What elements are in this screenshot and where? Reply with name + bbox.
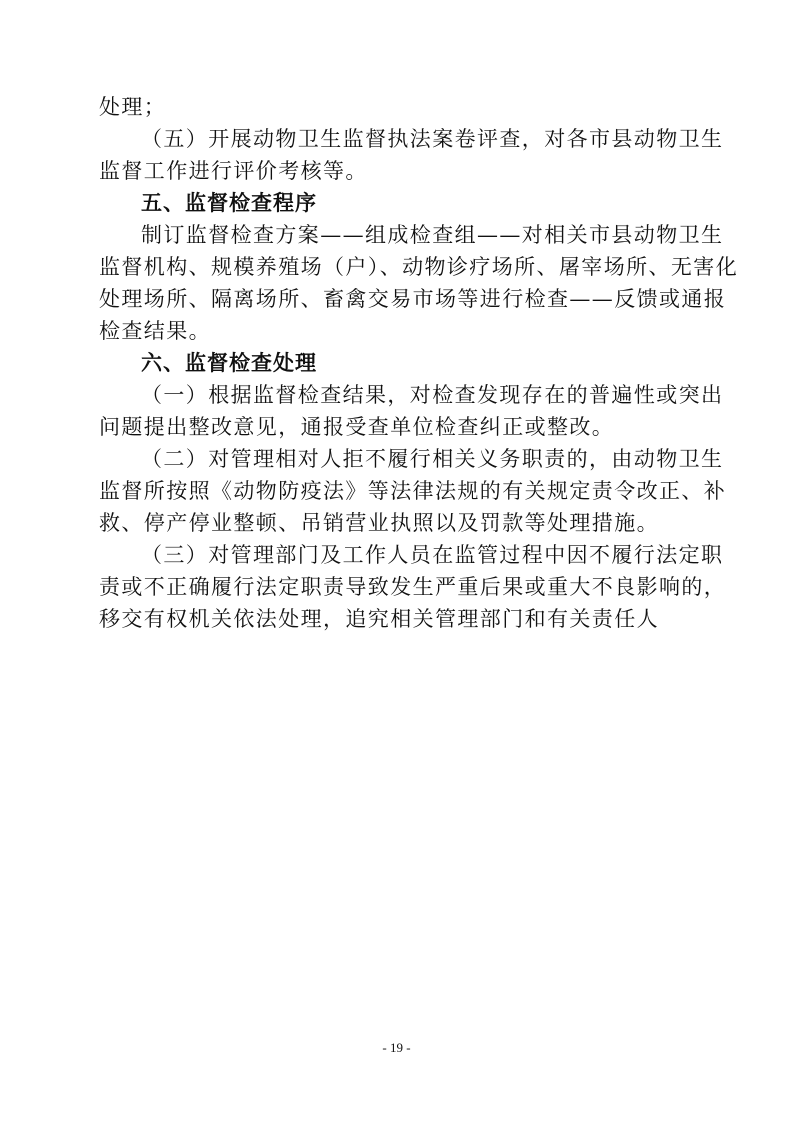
page-number: - 19 - [382, 1040, 411, 1055]
body-line: 移交有权机关依法处理，追究相关管理部门和有关责任人 [99, 607, 659, 631]
body-line: 处理； [99, 95, 167, 119]
body-line: 救、停产停业整顿、吊销营业执照以及罚款等处理措施。 [99, 511, 659, 535]
body-line: 监督所按照《动物防疫法》等法律法规的有关规定责令改正、补 [99, 479, 727, 503]
body-line: 检查结果。 [99, 319, 211, 343]
section-heading-inspection-handling: 六、监督检查处理 [141, 351, 317, 375]
body-line: 监督机构、规模养殖场（户）、动物诊疗场所、屠宰场所、无害化 [99, 255, 739, 279]
body-line: 责或不正确履行法定职责导致发生严重后果或重大不良影响的， [99, 575, 727, 599]
body-line: （二）对管理相对人拒不履行相关义务职责的，由动物卫生 [141, 447, 724, 471]
section-heading-inspection-procedure: 五、监督检查程序 [141, 191, 317, 215]
body-line: （五）开展动物卫生监督执法案卷评查，对各市县动物卫生 [141, 127, 724, 151]
body-line: （三）对管理部门及工作人员在监管过程中因不履行法定职 [141, 543, 724, 567]
body-line: 处理场所、隔离场所、畜禽交易市场等进行检查——反馈或通报 [99, 287, 727, 311]
body-line: 问题提出整改意见，通报受查单位检查纠正或整改。 [99, 415, 615, 439]
body-line: （一）根据监督检查结果，对检查发现存在的普遍性或突出 [141, 383, 724, 407]
body-line: 制订监督检查方案——组成检查组——对相关市县动物卫生 [141, 223, 724, 247]
body-line: 监督工作进行评价考核等。 [99, 159, 368, 183]
document-body [99, 91, 739, 635]
